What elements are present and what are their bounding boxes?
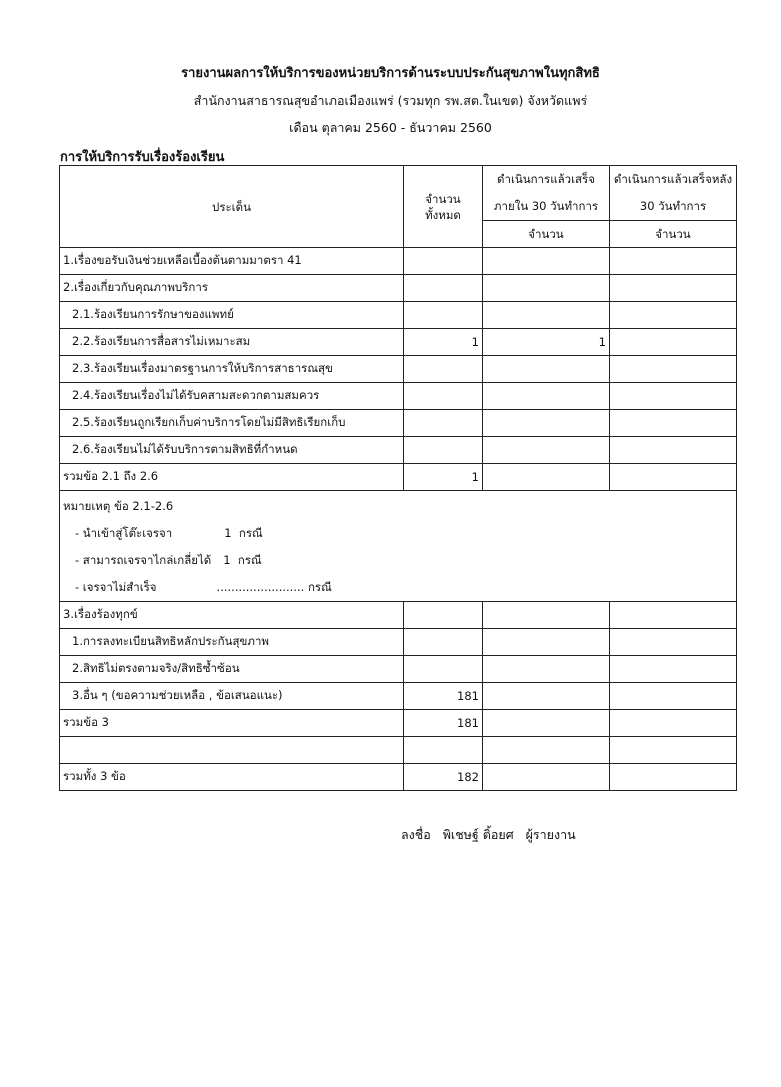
table-row — [60, 329, 737, 356]
row-within: 1 — [483, 329, 610, 356]
note-line2-value: 1 — [223, 553, 231, 567]
row-within — [483, 629, 610, 656]
row-label: 2.เรื่องเกี่ยวกับคุณภาพบริการ — [60, 275, 404, 302]
header-total-line2: ทั้งหมด — [425, 207, 461, 222]
note-cell — [60, 491, 737, 602]
row-label: 2.3.ร้องเรียนเรื่องมาตรฐานการให้บริการสาธารณสุข — [60, 356, 404, 383]
row-within — [483, 275, 610, 302]
note-line3-unit: กรณี — [307, 580, 332, 594]
report-period: เดือน ตุลาคม 2560 - ธันวาคม 2560 — [289, 120, 492, 135]
table-row — [60, 710, 737, 737]
table-row — [60, 275, 737, 302]
row-label: 1.เรื่องขอรับเงินช่วยเหลือเบื้องต้นตามมาตรา 41 — [60, 248, 404, 275]
table-row — [60, 764, 737, 791]
row-total — [404, 737, 483, 764]
row-label: 3.เรื่องร้องทุกข์ — [60, 602, 404, 629]
row-after — [610, 248, 737, 275]
row-within — [483, 464, 610, 491]
header-total — [404, 166, 483, 248]
signature-block — [401, 825, 576, 845]
row-after — [610, 602, 737, 629]
header-total-line1: จำนวน — [425, 191, 461, 206]
row-within — [483, 356, 610, 383]
row-label: รวมทั้ง 3 ข้อ — [60, 764, 404, 791]
row-within — [483, 656, 610, 683]
row-label: 2.5.ร้องเรียนถูกเรียกเก็บค่าบริการโดยไม่มีสิทธิเรียกเก็บ — [60, 410, 404, 437]
row-total — [404, 248, 483, 275]
row-total — [404, 302, 483, 329]
note-line-negotiation — [63, 520, 733, 547]
table-row — [60, 302, 737, 329]
section-title: การให้บริการรับเรื่องร้องเรียน — [60, 150, 225, 165]
row-total — [404, 356, 483, 383]
row-after — [610, 464, 737, 491]
row-label: 2.1.ร้องเรียนการรักษาของแพทย์ — [60, 302, 404, 329]
note-line1-unit: กรณี — [238, 526, 263, 540]
note-line2-label: - สามารถเจรจาไกล่เกลี่ยได้ — [75, 553, 212, 567]
row-total: 1 — [404, 329, 483, 356]
row-after — [610, 629, 737, 656]
header-after-30-days: ดำเนินการแล้วเสร็จหลัง 30 วันทำการ — [610, 166, 737, 221]
row-label: 2.2.ร้องเรียนการสื่อสารไม่เหมาะสม — [60, 329, 404, 356]
table-row — [60, 383, 737, 410]
row-after — [610, 410, 737, 437]
row-within — [483, 410, 610, 437]
header-count-after: จำนวน — [610, 221, 737, 248]
row-label: 3.อื่น ๆ (ขอความช่วยเหลือ , ข้อเสนอแนะ) — [60, 683, 404, 710]
row-after — [610, 683, 737, 710]
table-row — [60, 464, 737, 491]
header-within-30-days: ดำเนินการแล้วเสร็จภายใน 30 วันทำการ — [483, 166, 610, 221]
note-line3-label: - เจรจาไม่สำเร็จ — [75, 580, 157, 594]
row-label: 2.6.ร้องเรียนไม่ได้รับบริการตามสิทธิที่กำหนด — [60, 437, 404, 464]
table-row — [60, 656, 737, 683]
row-total — [404, 629, 483, 656]
note-line-failed — [63, 574, 733, 601]
row-total — [404, 602, 483, 629]
row-label: 2.สิทธิไม่ตรงตามจริง/สิทธิซ้ำซ้อน — [60, 656, 404, 683]
note-line1-label: - นำเข้าสู่โต๊ะเจรจา — [75, 526, 173, 540]
row-within — [483, 248, 610, 275]
row-label — [60, 737, 404, 764]
signature-name: พิเชษฐ์ ติ้อยศ — [442, 827, 514, 842]
row-after — [610, 656, 737, 683]
header-count-within: จำนวน — [483, 221, 610, 248]
header-issue: ประเด็น — [60, 166, 404, 248]
table-row — [60, 737, 737, 764]
table-row — [60, 248, 737, 275]
row-label: 2.4.ร้องเรียนเรื่องไม่ได้รับคสามสะดวกตามสมควร — [60, 383, 404, 410]
row-after — [610, 383, 737, 410]
row-after — [610, 329, 737, 356]
table-row — [60, 356, 737, 383]
report-title: รายงานผลการให้บริการของหน่วยบริการด้านระบบประกันสุขภาพในทุกสิทธิ — [181, 66, 600, 81]
row-after — [610, 275, 737, 302]
note-line1-value: 1 — [224, 526, 232, 540]
row-within — [483, 437, 610, 464]
report-subtitle: สำนักงานสาธารณสุขอำเภอเมืองแพร่ (รวมทุก รพ.สต.ในเขต) จังหวัดแพร่ — [193, 93, 588, 108]
table-row — [60, 602, 737, 629]
complaint-table — [59, 165, 737, 791]
row-label: 1.การลงทะเบียนสิทธิหลักประกันสุขภาพ — [60, 629, 404, 656]
row-total — [404, 383, 483, 410]
row-total: 182 — [404, 764, 483, 791]
row-within — [483, 302, 610, 329]
row-within — [483, 602, 610, 629]
row-after — [610, 356, 737, 383]
row-after — [610, 302, 737, 329]
row-after — [610, 764, 737, 791]
table-row — [60, 629, 737, 656]
row-label: รวมข้อ 3 — [60, 710, 404, 737]
note-line2-unit: กรณี — [237, 553, 262, 567]
row-total — [404, 275, 483, 302]
row-after — [610, 737, 737, 764]
note-line3-value: ........................ — [216, 580, 305, 594]
table-row — [60, 683, 737, 710]
row-total: 1 — [404, 464, 483, 491]
row-total — [404, 437, 483, 464]
table-row — [60, 410, 737, 437]
row-within — [483, 737, 610, 764]
note-title: หมายเหตุ ข้อ 2.1-2.6 — [63, 499, 174, 513]
row-label: รวมข้อ 2.1 ถึง 2.6 — [60, 464, 404, 491]
table-row — [60, 437, 737, 464]
row-after — [610, 437, 737, 464]
row-within — [483, 710, 610, 737]
row-within — [483, 683, 610, 710]
row-total: 181 — [404, 710, 483, 737]
row-total: 181 — [404, 683, 483, 710]
row-within — [483, 764, 610, 791]
signature-label: ลงชื่อ — [401, 827, 431, 842]
row-after — [610, 710, 737, 737]
row-total — [404, 656, 483, 683]
row-total — [404, 410, 483, 437]
signature-role: ผู้รายงาน — [525, 827, 576, 842]
row-within — [483, 383, 610, 410]
note-line-mediation — [63, 547, 733, 574]
